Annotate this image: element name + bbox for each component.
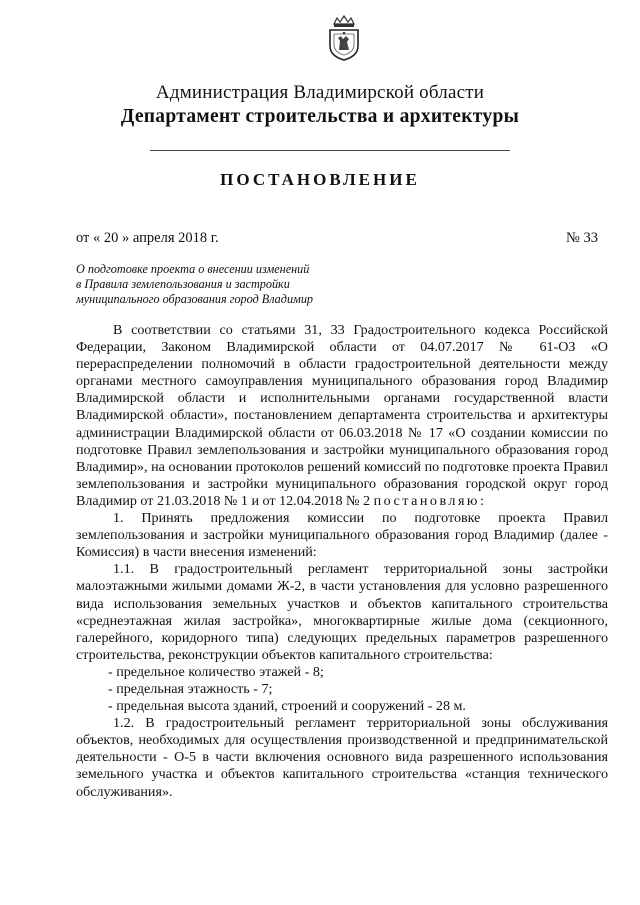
header-administration: Администрация Владимирской области [155, 82, 485, 103]
document-subject [76, 262, 376, 307]
document-body [76, 322, 608, 801]
header-department: Департамент строительства и архитектуры [120, 106, 520, 127]
header-divider [150, 150, 510, 151]
subject-line: О подготовке проекта о внесении изменений [76, 262, 310, 276]
limit-item: - предельное количество этажей - 8; [108, 663, 324, 680]
limit-item: - предельная этажность - 7; [108, 680, 273, 697]
preamble-paragraph [76, 322, 608, 510]
item-1-1: 1.1. В градостроительный регламент территориальной зоны застройки малоэтажными жилыми домами Ж-2, в части установления для условно разрешенного вида использования земельных участков и объектов капитального строительства «среднеэтажная жилая застройка», многоквартирные жилые дома (секционного, галерейного, коридорного типа) следующих предельных параметров разрешенного строительства, реконструкции объектов капитального строительства: [76, 561, 608, 663]
resolve-word: постановляю: [373, 492, 487, 509]
document-date: от « 20 » апреля 2018 г. [76, 230, 219, 246]
item-1-2: 1.2. В градостроительный регламент территориальной зоны обслуживания объектов, необходимых для осуществления производственной и предпринимательской деятельности - О-5 в части включения основного вида разрешенного использования земельного участка и объектов капитального строительства «станция технического обслуживания». [76, 715, 608, 800]
subject-line: муниципального образования город Владимир [76, 292, 314, 306]
preamble-text: В соответствии со статьями 31, 33 Градостроительного кодекса Российской Федерации, Законом Владимирской области от 04.07.2017 № 61-ОЗ «О перераспределении полномочий в области градостроительной деятельности между органами местного самоуправления муниципального образования город Владимир Владимирской области и исполнительными органами государственной власти Владимирской области», постановлением департамента строительства и архитектуры администрации Владимирской области от 06.03.2018 № 17 «О создании комиссии по подготовке Правил землепользования и застройки муниципального образования город Владимир», на основании протоколов решений комиссий по подготовке проекта Правил землепользования и застройки муниципального образования городской округ город Владимир от 21.03.2018 № 1 и от 12.04.2018 № 2 [76, 322, 608, 509]
item-1: 1. Принять предложения комиссии по подготовке проекта Правил землепользования и застройки муниципального образования город Владимир (далее - Комиссия) в части внесения изменений: [76, 510, 608, 561]
limit-item: - предельная высота зданий, строений и сооружений - 28 м. [108, 698, 466, 715]
document-type-title: ПОСТАНОВЛЕНИЕ [220, 170, 420, 189]
document-number: № 33 [566, 230, 598, 246]
coat-of-arms-icon [326, 14, 362, 62]
subject-line: в Правила землепользования и застройки [76, 277, 290, 291]
